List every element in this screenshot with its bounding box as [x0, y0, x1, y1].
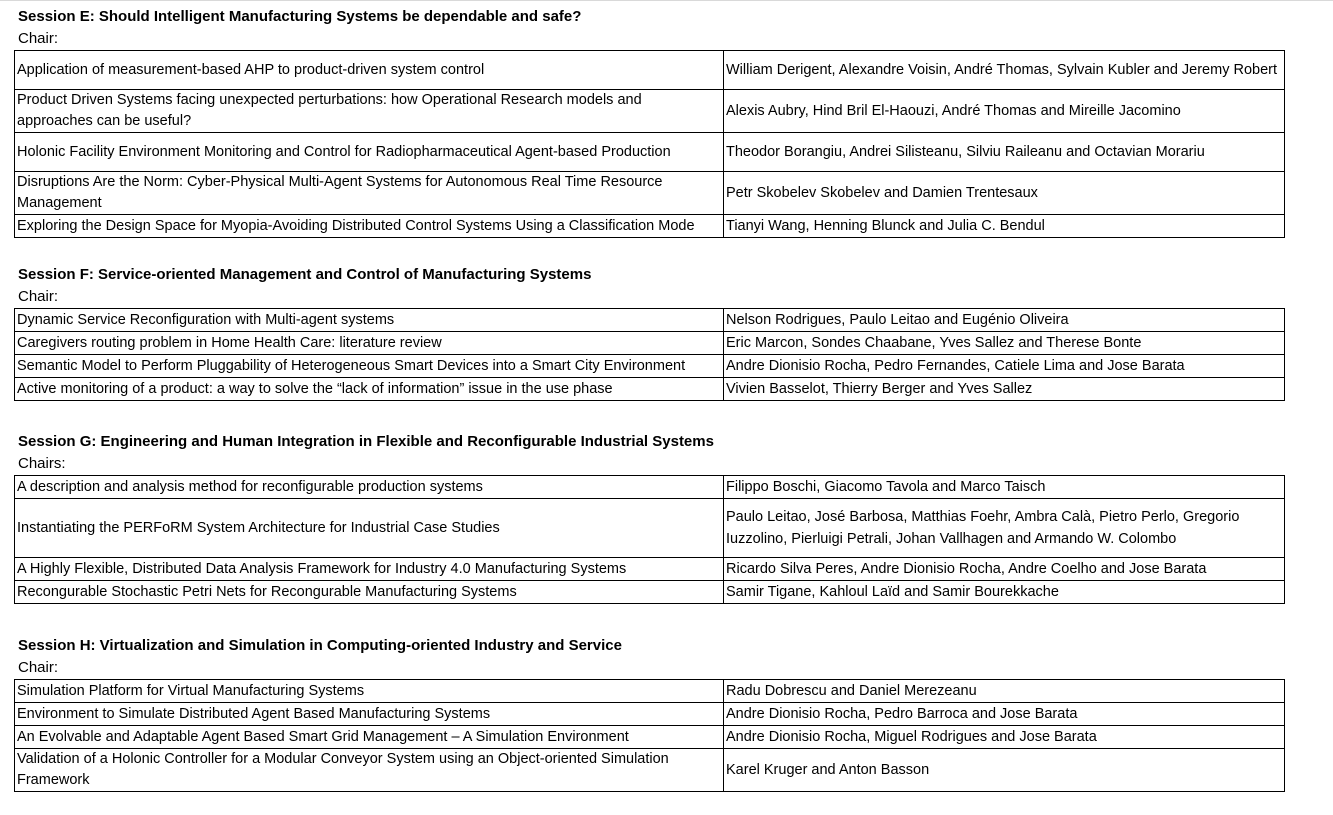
- paper-authors: Filippo Boschi, Giacomo Tavola and Marco Taisch: [724, 476, 1285, 499]
- paper-title: A description and analysis method for reconfigurable production systems: [15, 476, 724, 499]
- table-row: [15, 499, 1285, 558]
- session-chair: Chair:: [18, 659, 59, 676]
- paper-authors: Samir Tigane, Kahloul Laïd and Samir Bourekkache: [724, 581, 1285, 604]
- table-row: [15, 581, 1285, 604]
- papers-table: [14, 475, 1285, 604]
- paper-authors: Nelson Rodrigues, Paulo Leitao and Eugénio Oliveira: [724, 309, 1285, 332]
- table-row: [15, 476, 1285, 499]
- session-chair: Chairs:: [18, 455, 66, 472]
- paper-authors: Karel Kruger and Anton Basson: [724, 749, 1285, 792]
- table-row: [15, 172, 1285, 215]
- table-row: [15, 133, 1285, 172]
- session-title: Session E: Should Intelligent Manufacturing Systems be dependable and safe?: [18, 8, 582, 25]
- session-h: [14, 634, 1282, 792]
- top-divider: [0, 0, 1333, 1]
- paper-authors: Eric Marcon, Sondes Chaabane, Yves Sallez and Therese Bonte: [724, 332, 1285, 355]
- paper-title: A Highly Flexible, Distributed Data Analysis Framework for Industry 4.0 Manufacturing Systems: [15, 558, 724, 581]
- paper-title: Caregivers routing problem in Home Health Care: literature review: [15, 332, 724, 355]
- paper-authors: Andre Dionisio Rocha, Pedro Fernandes, Catiele Lima and Jose Barata: [724, 355, 1285, 378]
- table-row: [15, 355, 1285, 378]
- session-chair: Chair:: [18, 30, 59, 47]
- table-row: [15, 332, 1285, 355]
- paper-authors: Ricardo Silva Peres, Andre Dionisio Rocha, Andre Coelho and Jose Barata: [724, 558, 1285, 581]
- paper-authors: Petr Skobelev Skobelev and Damien Trentesaux: [724, 172, 1285, 215]
- papers-table: [14, 50, 1285, 238]
- paper-title: Application of measurement-based AHP to product-driven system control: [15, 51, 724, 90]
- paper-title: Validation of a Holonic Controller for a Modular Conveyor System using an Object-oriented Simulation Framework: [15, 749, 724, 792]
- papers-table: [14, 308, 1285, 401]
- table-row: [15, 51, 1285, 90]
- paper-title: Active monitoring of a product: a way to solve the “lack of information” issue in the use phase: [15, 378, 724, 401]
- session-g: [14, 430, 1282, 604]
- paper-authors: Vivien Basselot, Thierry Berger and Yves Sallez: [724, 378, 1285, 401]
- table-row: [15, 558, 1285, 581]
- table-row: [15, 378, 1285, 401]
- table-row: [15, 90, 1285, 133]
- session-title: Session G: Engineering and Human Integration in Flexible and Reconfigurable Industrial Systems: [18, 433, 714, 450]
- session-title: Session H: Virtualization and Simulation in Computing-oriented Industry and Service: [18, 637, 622, 654]
- session-title: Session F: Service-oriented Management and Control of Manufacturing Systems: [18, 266, 592, 283]
- paper-title: Recongurable Stochastic Petri Nets for Recongurable Manufacturing Systems: [15, 581, 724, 604]
- table-row: [15, 726, 1285, 749]
- table-row: [15, 703, 1285, 726]
- paper-authors: Radu Dobrescu and Daniel Merezeanu: [724, 680, 1285, 703]
- session-chair: Chair:: [18, 288, 59, 305]
- paper-title: Instantiating the PERFoRM System Architecture for Industrial Case Studies: [15, 499, 724, 558]
- paper-title: Semantic Model to Perform Pluggability of Heterogeneous Smart Devices into a Smart City Environment: [15, 355, 724, 378]
- paper-authors: Paulo Leitao, José Barbosa, Matthias Foehr, Ambra Calà, Pietro Perlo, Gregorio Iuzzolino, Pierluigi Petrali, Johan Vallhagen and Armando W. Colombo: [724, 499, 1285, 558]
- table-row: [15, 749, 1285, 792]
- table-row: [15, 215, 1285, 238]
- paper-authors: Andre Dionisio Rocha, Miguel Rodrigues and Jose Barata: [724, 726, 1285, 749]
- paper-title: Environment to Simulate Distributed Agent Based Manufacturing Systems: [15, 703, 724, 726]
- paper-title: An Evolvable and Adaptable Agent Based Smart Grid Management – A Simulation Environment: [15, 726, 724, 749]
- paper-title: Disruptions Are the Norm: Cyber-Physical Multi-Agent Systems for Autonomous Real Time Resource Management: [15, 172, 724, 215]
- paper-authors: William Derigent, Alexandre Voisin, André Thomas, Sylvain Kubler and Jeremy Robert: [724, 51, 1285, 90]
- paper-title: Exploring the Design Space for Myopia-Avoiding Distributed Control Systems Using a Classification Mode: [15, 215, 724, 238]
- paper-authors: Tianyi Wang, Henning Blunck and Julia C. Bendul: [724, 215, 1285, 238]
- session-f: [14, 263, 1282, 401]
- table-row: [15, 680, 1285, 703]
- table-row: [15, 309, 1285, 332]
- paper-title: Product Driven Systems facing unexpected perturbations: how Operational Research models and approaches can be useful?: [15, 90, 724, 133]
- paper-title: Simulation Platform for Virtual Manufacturing Systems: [15, 680, 724, 703]
- paper-authors: Theodor Borangiu, Andrei Silisteanu, Silviu Raileanu and Octavian Morariu: [724, 133, 1285, 172]
- paper-title: Dynamic Service Reconfiguration with Multi-agent systems: [15, 309, 724, 332]
- paper-title: Holonic Facility Environment Monitoring and Control for Radiopharmaceutical Agent-based Production: [15, 133, 724, 172]
- paper-authors: Andre Dionisio Rocha, Pedro Barroca and Jose Barata: [724, 703, 1285, 726]
- session-e: [14, 5, 1282, 238]
- papers-table: [14, 679, 1285, 792]
- paper-authors: Alexis Aubry, Hind Bril El-Haouzi, André Thomas and Mireille Jacomino: [724, 90, 1285, 133]
